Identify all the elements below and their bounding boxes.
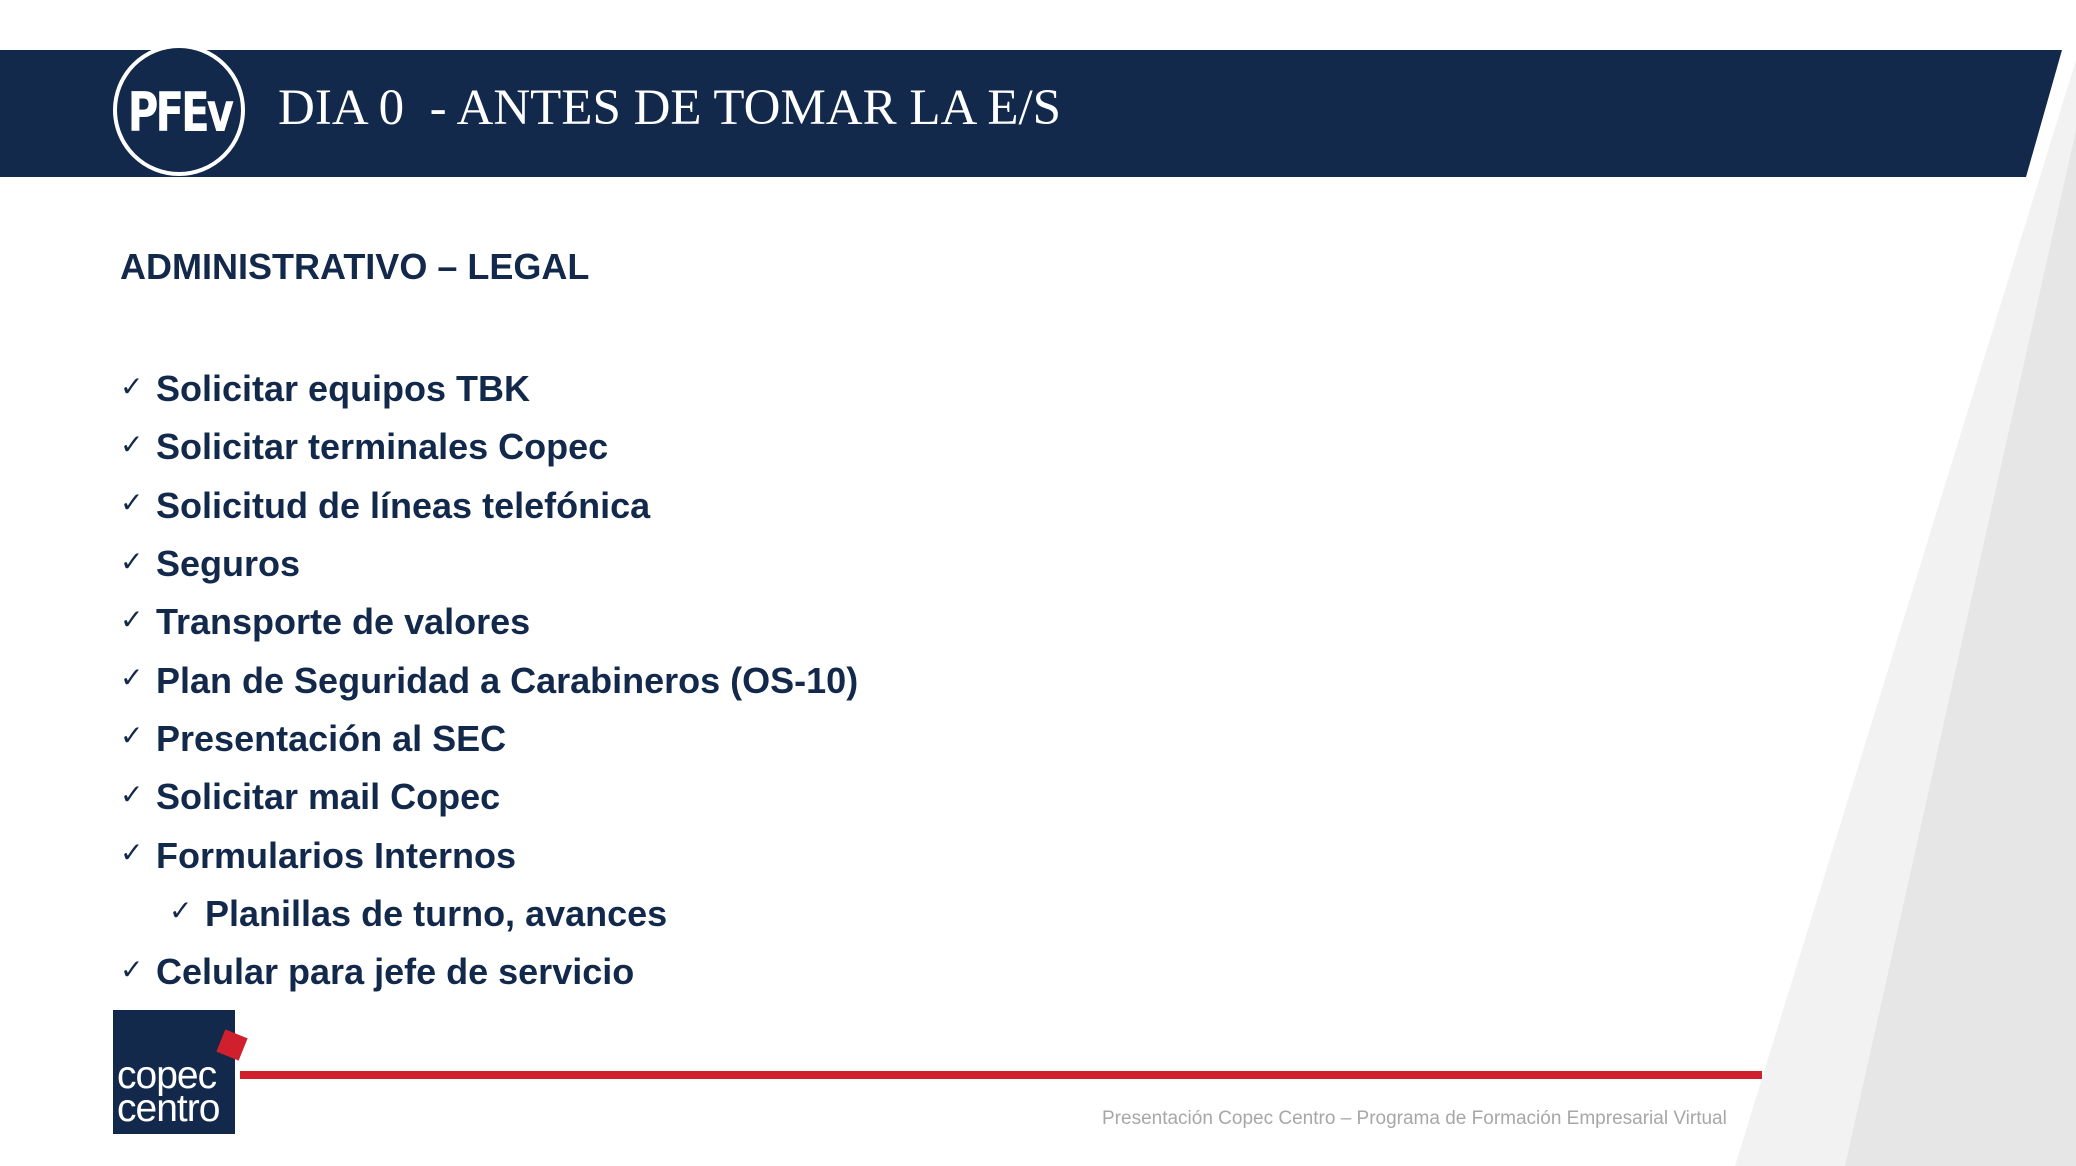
checkmark-icon: ✓ (120, 427, 144, 461)
checklist-item-label: Presentación al SEC (156, 717, 507, 759)
centro-logo-word: centro (117, 1087, 220, 1130)
checkmark-icon: ✓ (120, 719, 144, 753)
checklist-item-label: Solicitar mail Copec (156, 776, 501, 818)
pfev-logo (113, 44, 245, 176)
checklist-item (120, 826, 858, 884)
footer-note: Presentación Copec Centro – Programa de Formación Empresarial Virtual (1102, 1108, 1727, 1129)
checklist-item-label: Transporte de valores (156, 601, 531, 643)
copec-centro-logo (113, 1010, 235, 1134)
checklist-item (120, 943, 858, 1001)
footer-red-line (240, 1071, 1762, 1079)
checklist-item-label: Plan de Seguridad a Carabineros (OS-10) (156, 659, 859, 701)
checkmark-icon: ✓ (120, 602, 144, 636)
copec-logo-word: copec (117, 1054, 217, 1097)
section-heading: ADMINISTRATIVO – LEGAL (120, 246, 590, 287)
checkmark-icon: ✓ (120, 836, 144, 870)
checklist-item (120, 418, 858, 476)
checklist-item (120, 360, 858, 418)
checkmark-icon: ✓ (120, 661, 144, 695)
checkmark-icon: ✓ (120, 369, 144, 403)
checklist-item (120, 477, 858, 535)
checklist-item (120, 651, 858, 709)
pfev-logo-text: PFEv (127, 80, 231, 144)
checklist-subitem (120, 885, 858, 943)
checklist-item (120, 768, 858, 826)
checklist (120, 360, 858, 1001)
checklist-item (120, 593, 858, 651)
checkmark-icon: ✓ (120, 777, 144, 811)
checklist-item-label: Solicitar equipos TBK (156, 368, 531, 410)
checklist-item (120, 710, 858, 768)
checklist-item-label: Seguros (156, 543, 301, 585)
checkmark-icon: ✓ (120, 544, 144, 578)
page-title: DIA 0 - ANTES DE TOMAR LA E/S (278, 80, 1062, 136)
checklist-item-label: Formularios Internos (156, 834, 517, 876)
checklist-item-label: Solicitud de líneas telefónica (156, 484, 651, 526)
checkmark-icon: ✓ (120, 952, 144, 986)
checklist-item-label: Celular para jefe de servicio (156, 951, 635, 993)
checklist-item (120, 535, 858, 593)
checkmark-icon: ✓ (169, 894, 193, 928)
checklist-item-label: Solicitar terminales Copec (156, 426, 609, 468)
checklist-item-label: Planillas de turno, avances (205, 892, 668, 934)
checkmark-icon: ✓ (120, 486, 144, 520)
